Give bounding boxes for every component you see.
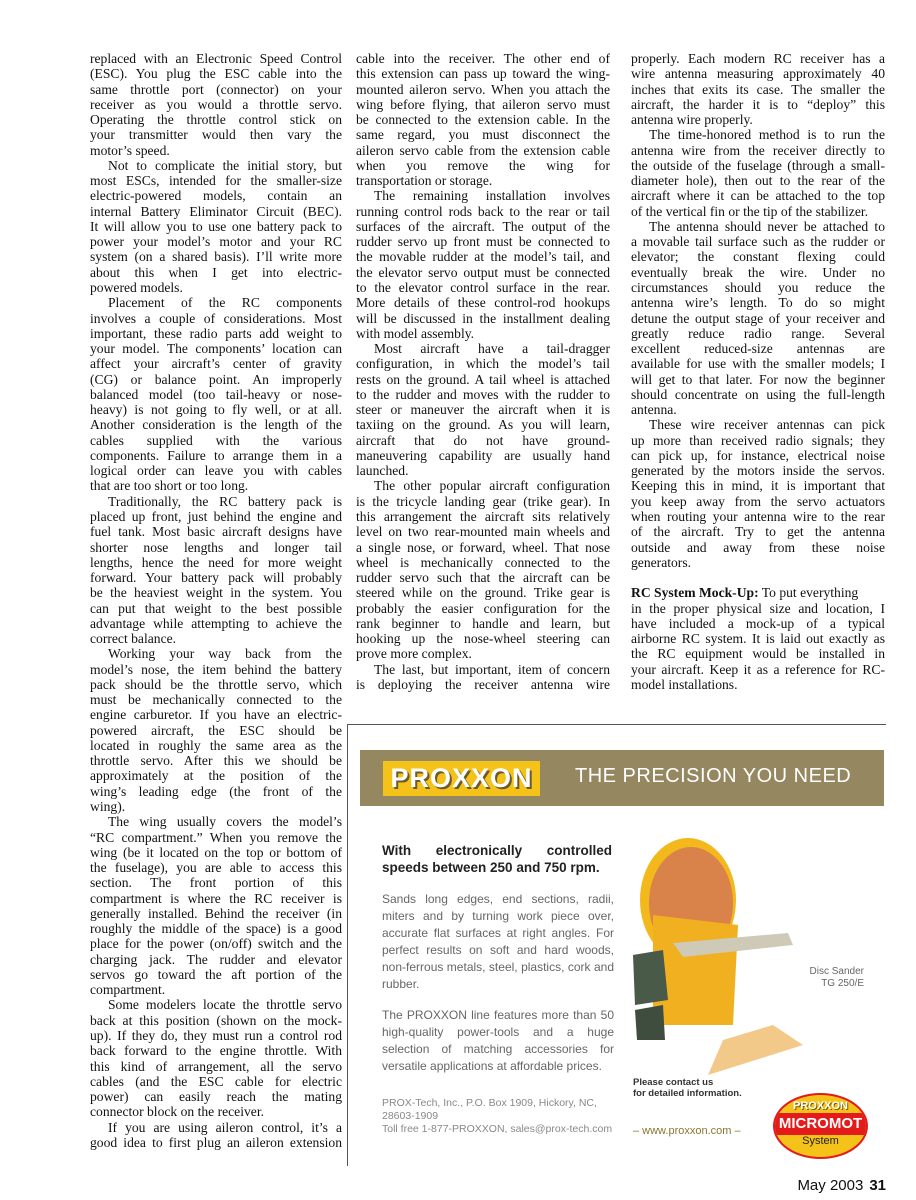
text-line: steer or maneuver the aircraft when it is bbox=[356, 402, 610, 418]
text-line: available for use with the smaller models; I bbox=[631, 356, 885, 372]
text-line: aircraft, the harder it is to “deploy” this bbox=[631, 96, 885, 112]
text-line: cable into the receiver. The other end of bbox=[356, 51, 610, 66]
text-line: involves a couple of considerations. Most bbox=[90, 310, 342, 326]
text-line: approximately at the position of the bbox=[90, 768, 342, 784]
text-line: hooking up the nose-wheel steering can bbox=[356, 631, 610, 647]
text-line: Traditionally, the RC battery pack is bbox=[108, 493, 342, 509]
text-line: located in roughly the same area as the bbox=[90, 737, 342, 753]
text-line: Not to complicate the initial story, but bbox=[108, 157, 342, 173]
text-line: good idea to first plug an aileron extension bbox=[90, 1134, 342, 1150]
text-line: shorter nose lengths and longer tail bbox=[90, 539, 342, 555]
paragraph bbox=[90, 997, 342, 1119]
text-line: motor’s speed. bbox=[90, 142, 170, 158]
text-line: placed up front, just behind the engine and bbox=[90, 508, 342, 524]
ad-website: – www.proxxon.com – bbox=[633, 1125, 741, 1137]
ad-contact bbox=[633, 1077, 742, 1099]
text-line: is deploying the receiver antenna wire bbox=[356, 676, 610, 692]
text-line: compartment. bbox=[90, 982, 166, 998]
page-number: 31 bbox=[869, 1177, 886, 1194]
ad-slogan: THE PRECISION YOU NEED bbox=[575, 765, 852, 787]
text-line: rudder servo such that the aircraft can be bbox=[356, 570, 610, 586]
issue-date: May 2003 bbox=[797, 1177, 864, 1194]
ad-address-line: PROX-Tech, Inc., P.O. Box 1909, Hickory, NC, 28603-1909 bbox=[382, 1097, 597, 1122]
article-column-2 bbox=[356, 51, 610, 692]
paragraph bbox=[631, 417, 885, 570]
text-line: Operating the throttle control stick on bbox=[90, 112, 342, 128]
text-line: maneuvering capability are usually hand bbox=[356, 447, 610, 463]
text-line: steered while on the ground. Trike gear is bbox=[356, 585, 610, 601]
text-line: Most aircraft have a tail-dragger bbox=[374, 341, 610, 357]
text-line: The antenna should never be attached to bbox=[649, 218, 885, 234]
text-line: to the rudder and moves with the rudder to bbox=[356, 386, 610, 402]
text-line: compartment is where the RC receiver is bbox=[90, 890, 342, 906]
ad-headline-line: With electronically controlled bbox=[382, 843, 612, 858]
text-line: mounted aileron servo. When you attach the bbox=[356, 81, 610, 97]
text-line: If you are using aileron control, it’s a bbox=[108, 1119, 342, 1135]
text-line: a single nose, or forward, wheel. That nose bbox=[356, 539, 610, 555]
caption-line: TG 250/E bbox=[821, 978, 864, 989]
text-line: These wire receiver antennas can pick bbox=[649, 417, 885, 433]
text-line: to the elevator control surface in the rear. bbox=[356, 279, 610, 295]
text-line: back forward to the engine throttle. With bbox=[90, 1043, 342, 1059]
text-line: Some modelers locate the throttle servo bbox=[108, 997, 342, 1013]
text-line: will get to that later. For now the beginner bbox=[631, 371, 885, 387]
text-line: back at this position (shown on the mock- bbox=[90, 1012, 342, 1028]
text-line: components. Failure to arrange them in a bbox=[90, 447, 342, 463]
paragraph bbox=[356, 478, 610, 661]
text-line: running control rods back to the rear or tail bbox=[356, 203, 610, 219]
text-line: greatly reduce radio range. Several bbox=[631, 325, 885, 341]
product-caption bbox=[810, 966, 864, 990]
contact-line: for detailed information. bbox=[633, 1088, 742, 1099]
text-line: be the heaviest weight in the system. You bbox=[90, 585, 342, 601]
text-line: (CG) or balance point. An improperly bbox=[90, 371, 342, 387]
text-line: The last, but important, item of concern bbox=[374, 661, 610, 677]
disc-sander-image bbox=[613, 825, 813, 1075]
text-line: place for the power (on/off) switch and the bbox=[90, 936, 342, 952]
text-line-rest: To put everything bbox=[758, 585, 859, 601]
text-line: wing’s leading edge (the front of the bbox=[90, 783, 342, 799]
text-line: “RC compartment.” When you remove the bbox=[90, 829, 342, 845]
text-line: same throttle port (connector) on your bbox=[90, 81, 342, 97]
badge-bottom: System bbox=[802, 1135, 839, 1147]
text-line: rests on the ground. A tail wheel is attached bbox=[356, 371, 610, 387]
paragraph bbox=[90, 295, 342, 493]
text-line: The other popular aircraft configuration bbox=[374, 478, 610, 494]
text-line: your aircraft. Keep it as a reference for RC- bbox=[631, 661, 885, 677]
text-line: replaced with an Electronic Speed Control bbox=[90, 51, 342, 66]
paragraph bbox=[90, 51, 342, 158]
text-line: outside and away from these noise bbox=[631, 539, 885, 555]
text-line: lengths, hence the need for more weight bbox=[90, 554, 342, 570]
text-line: It will allow you to use one battery pack to bbox=[90, 218, 342, 234]
text-line: this arrangement the aircraft sits relatively bbox=[356, 508, 610, 524]
text-line: a movable tail surface such as the rudder or bbox=[631, 234, 885, 250]
text-line: (ESC). You plug the ESC cable into the bbox=[90, 66, 342, 82]
text-line: when routing your antenna wire to the rear bbox=[631, 508, 885, 524]
text-line: in the proper physical size and location, I bbox=[631, 600, 885, 616]
text-line: you keep away from the servo actuators bbox=[631, 493, 885, 509]
text-line bbox=[631, 585, 885, 600]
text-line: should concentrate on using the full-length bbox=[631, 386, 885, 402]
proxxon-advertisement bbox=[347, 724, 886, 1166]
text-line: up more than received radio signals; they bbox=[631, 432, 885, 448]
text-line: of the vertical fin or the tip of the stabilizer. bbox=[631, 203, 869, 219]
proxxon-logo: PROXXON bbox=[383, 761, 540, 796]
text-line: Working your way back from the bbox=[108, 646, 342, 662]
text-line: generators. bbox=[631, 554, 692, 570]
text-line: when you remove the wing for bbox=[356, 157, 610, 173]
text-line: heavy) is not going to fly well, or at all. bbox=[90, 402, 342, 418]
text-line: taxiing on the ground. As you will learn, bbox=[356, 417, 610, 433]
text-line: can put that weight to the best possible bbox=[90, 600, 342, 616]
text-line: antenna wire properly. bbox=[631, 112, 753, 128]
text-line: system (on a shared basis). I’ll write more bbox=[90, 249, 342, 265]
text-line: level on two rear-mounted main wheels and bbox=[356, 524, 610, 540]
ad-headline-line: speeds between 250 and 750 rpm. bbox=[382, 860, 600, 875]
text-line: aircraft where it can be attached to the top bbox=[631, 188, 885, 204]
text-line: Another consideration is the length of the bbox=[90, 417, 342, 433]
text-line: wire antenna measuring approximately 40 bbox=[631, 66, 885, 82]
text-line: balanced model (too tail-heavy or nose- bbox=[90, 386, 342, 402]
text-line: wheel is mechanically connected to the bbox=[356, 554, 610, 570]
text-line: is the tricycle landing gear (trike gear). In bbox=[356, 493, 610, 509]
text-line: the movable rudder at the model’s tail, and bbox=[356, 249, 610, 265]
text-line: circumstances should you reduce the bbox=[631, 279, 885, 295]
text-line: connector block on the receiver. bbox=[90, 1104, 264, 1120]
text-line: this extension can pass up toward the wing- bbox=[356, 66, 610, 82]
text-line: model’s nose, the item behind the battery bbox=[90, 661, 342, 677]
text-line: throttle servo. After this we should be bbox=[90, 753, 342, 769]
text-line: prove more complex. bbox=[356, 646, 472, 662]
micromot-badge bbox=[773, 1093, 868, 1159]
text-line: engine carburetor. If you have an electric- bbox=[90, 707, 342, 723]
text-line: aircraft that do not have ground- bbox=[356, 432, 610, 448]
text-line: servos go toward the aft portion of the bbox=[90, 966, 342, 982]
text-line: roughly the middle of the space) is a good bbox=[90, 921, 342, 937]
text-line: most ESCs, intended for the smaller-size bbox=[90, 173, 342, 189]
text-line: wing before flying, that aileron servo must bbox=[356, 96, 610, 112]
text-line: properly. Each modern RC receiver has a bbox=[631, 51, 885, 66]
text-line: antenna. bbox=[631, 402, 677, 418]
text-line: surfaces of the aircraft. The output of the bbox=[356, 218, 610, 234]
ad-address-line: Toll free 1-877-PROXXON, sales@prox-tech.com bbox=[382, 1123, 613, 1135]
text-line: have included a mock-up of a typical bbox=[631, 615, 885, 631]
text-line: Placement of the RC components bbox=[108, 295, 342, 311]
paragraph bbox=[631, 127, 885, 219]
text-line: powered aircraft, the ESC should be bbox=[90, 722, 342, 738]
text-line: probably the easier configuration for the bbox=[356, 600, 610, 616]
text-line: up). If they do, they must run a control rod bbox=[90, 1028, 342, 1043]
text-line: More details of these control-rod hookups bbox=[356, 295, 610, 311]
text-line: the RC equipment would be installed in bbox=[631, 646, 885, 662]
paragraph bbox=[356, 341, 610, 478]
text-line: generated by the motors inside the servos. bbox=[631, 463, 885, 479]
text-line: must be mechanically connected to the bbox=[90, 692, 342, 708]
text-line: your model. The components’ location can bbox=[90, 341, 342, 357]
text-line: powered models. bbox=[90, 279, 183, 295]
text-line: Keeping this in mind, it is important that bbox=[631, 478, 885, 494]
paragraph bbox=[90, 814, 342, 997]
ad-body-text: The PROXXON line features more than 50 high-quality power-tools and a huge selection of matching accessories for versatile applications at affordable prices. bbox=[382, 1008, 614, 1073]
paragraph bbox=[90, 158, 342, 295]
text-line: about this when I get into electric- bbox=[90, 264, 342, 280]
text-line: model installations. bbox=[631, 676, 738, 692]
paragraph bbox=[356, 662, 610, 693]
text-line: eventually break the wire. Under no bbox=[631, 264, 885, 280]
paragraph bbox=[356, 188, 610, 341]
section-lead: RC System Mock-Up: bbox=[631, 585, 759, 601]
ad-body-text: Sands long edges, end sections, radii, miters and by turning work piece over, accurate flat surfaces at right angles. For perfect results on soft and hard woods, non-ferrous metals, steel, plastics, cork and rubber. bbox=[382, 892, 614, 991]
text-line: charging jack. The rudder and elevator bbox=[90, 951, 342, 967]
ad-banner bbox=[360, 750, 884, 806]
article-column-3 bbox=[631, 51, 885, 692]
paragraph bbox=[356, 51, 610, 188]
text-line: launched. bbox=[356, 463, 409, 479]
text-line: rank beginner to handle and learn, but bbox=[356, 615, 610, 631]
ad-headline bbox=[382, 842, 612, 876]
text-line: cables (and the ESC cable for electric bbox=[90, 1073, 342, 1089]
text-line: electric-powered models, contain an bbox=[90, 188, 342, 204]
text-line: logical order can leave you with cables bbox=[90, 463, 342, 479]
text-line: excellent reduced-size antennas are bbox=[631, 341, 885, 357]
text-line: diameter hole), then out to the rear of the bbox=[631, 173, 885, 189]
text-line: the elevator servo output must be connected bbox=[356, 264, 610, 280]
text-line: The remaining installation involves bbox=[374, 188, 610, 204]
ad-address bbox=[382, 1097, 618, 1136]
paragraph bbox=[631, 51, 885, 127]
badge-top: PROXXON bbox=[792, 1100, 848, 1112]
text-line: antenna wire from the receiver directly to bbox=[631, 142, 885, 158]
text-line: of the aircraft. Try to get the antenna bbox=[631, 524, 885, 540]
text-line: advantage while attempting to achieve the bbox=[90, 615, 342, 631]
text-line: your transmitter would then vary the bbox=[90, 127, 342, 143]
text-line: the outside of the fuselage (through a small- bbox=[631, 157, 885, 173]
text-line: that are too short or too long. bbox=[90, 478, 249, 494]
text-line: cables supplied with the various bbox=[90, 432, 342, 448]
paragraph bbox=[631, 585, 885, 692]
text-line: power your model’s motor and your RC bbox=[90, 234, 342, 250]
paragraph bbox=[90, 494, 342, 647]
text-line: The time-honored method is to run the bbox=[649, 127, 885, 143]
text-line: airborne RC system. It is laid out exactly as bbox=[631, 631, 885, 647]
text-line: receiver as you would a throttle servo. bbox=[90, 96, 342, 112]
text-line: fuel tank. Most basic aircraft designs have bbox=[90, 524, 342, 540]
badge-middle: MICROMOT bbox=[775, 1113, 866, 1135]
text-line: important, these radio parts add weight to bbox=[90, 325, 342, 341]
contact-line: Please contact us bbox=[633, 1077, 714, 1088]
text-line: this kind of arrangement, all the servo bbox=[90, 1058, 342, 1074]
text-line: the fuselage), you are able to access this bbox=[90, 860, 342, 876]
text-line: detune the output stage of your receiver and bbox=[631, 310, 885, 326]
text-line: same regard, you must disconnect the bbox=[356, 127, 610, 143]
article-column-1 bbox=[90, 51, 342, 1150]
text-line: correct balance. bbox=[90, 631, 177, 647]
paragraph bbox=[631, 219, 885, 417]
paragraph bbox=[90, 1120, 342, 1151]
text-line: forward. Your battery pack will probably bbox=[90, 570, 342, 586]
text-line: wing). bbox=[90, 799, 126, 815]
text-line: elevator; the constant flexing could bbox=[631, 249, 885, 265]
text-line: antenna wire’s length. To do so might bbox=[631, 295, 885, 311]
text-line: will be discussed in the installment dealing bbox=[356, 310, 610, 326]
text-line: transportation or storage. bbox=[356, 173, 493, 189]
text-line: with model assembly. bbox=[356, 325, 475, 341]
text-line: generally installed. Behind the receiver (in bbox=[90, 905, 342, 921]
text-line: The wing usually covers the model’s bbox=[108, 814, 342, 830]
text-line: internal Battery Eliminator Circuit (BEC). bbox=[90, 203, 342, 219]
text-line: rudder servo up front must be connected to bbox=[356, 234, 610, 250]
text-line: section. The front portion of this bbox=[90, 875, 342, 891]
text-line: affect your aircraft’s center of gravity bbox=[90, 356, 342, 372]
text-line: wing (be it located on the top or bottom of bbox=[90, 844, 342, 860]
text-line: aileron servo cable from the extension cable bbox=[356, 142, 610, 158]
paragraph bbox=[90, 646, 342, 814]
text-line: power) can easily reach the mating bbox=[90, 1089, 342, 1105]
text-line: configuration, in which the model’s tail bbox=[356, 356, 610, 372]
text-line: inches that exits its case. The smaller the bbox=[631, 81, 885, 97]
text-line: pack should be the throttle servo, which bbox=[90, 676, 342, 692]
text-line: can pick up, for instance, electrical noise bbox=[631, 447, 885, 463]
caption-line: Disc Sander bbox=[809, 966, 864, 977]
text-line: be connected to the extension cable. In the bbox=[356, 112, 610, 128]
page-footer bbox=[797, 1177, 886, 1194]
